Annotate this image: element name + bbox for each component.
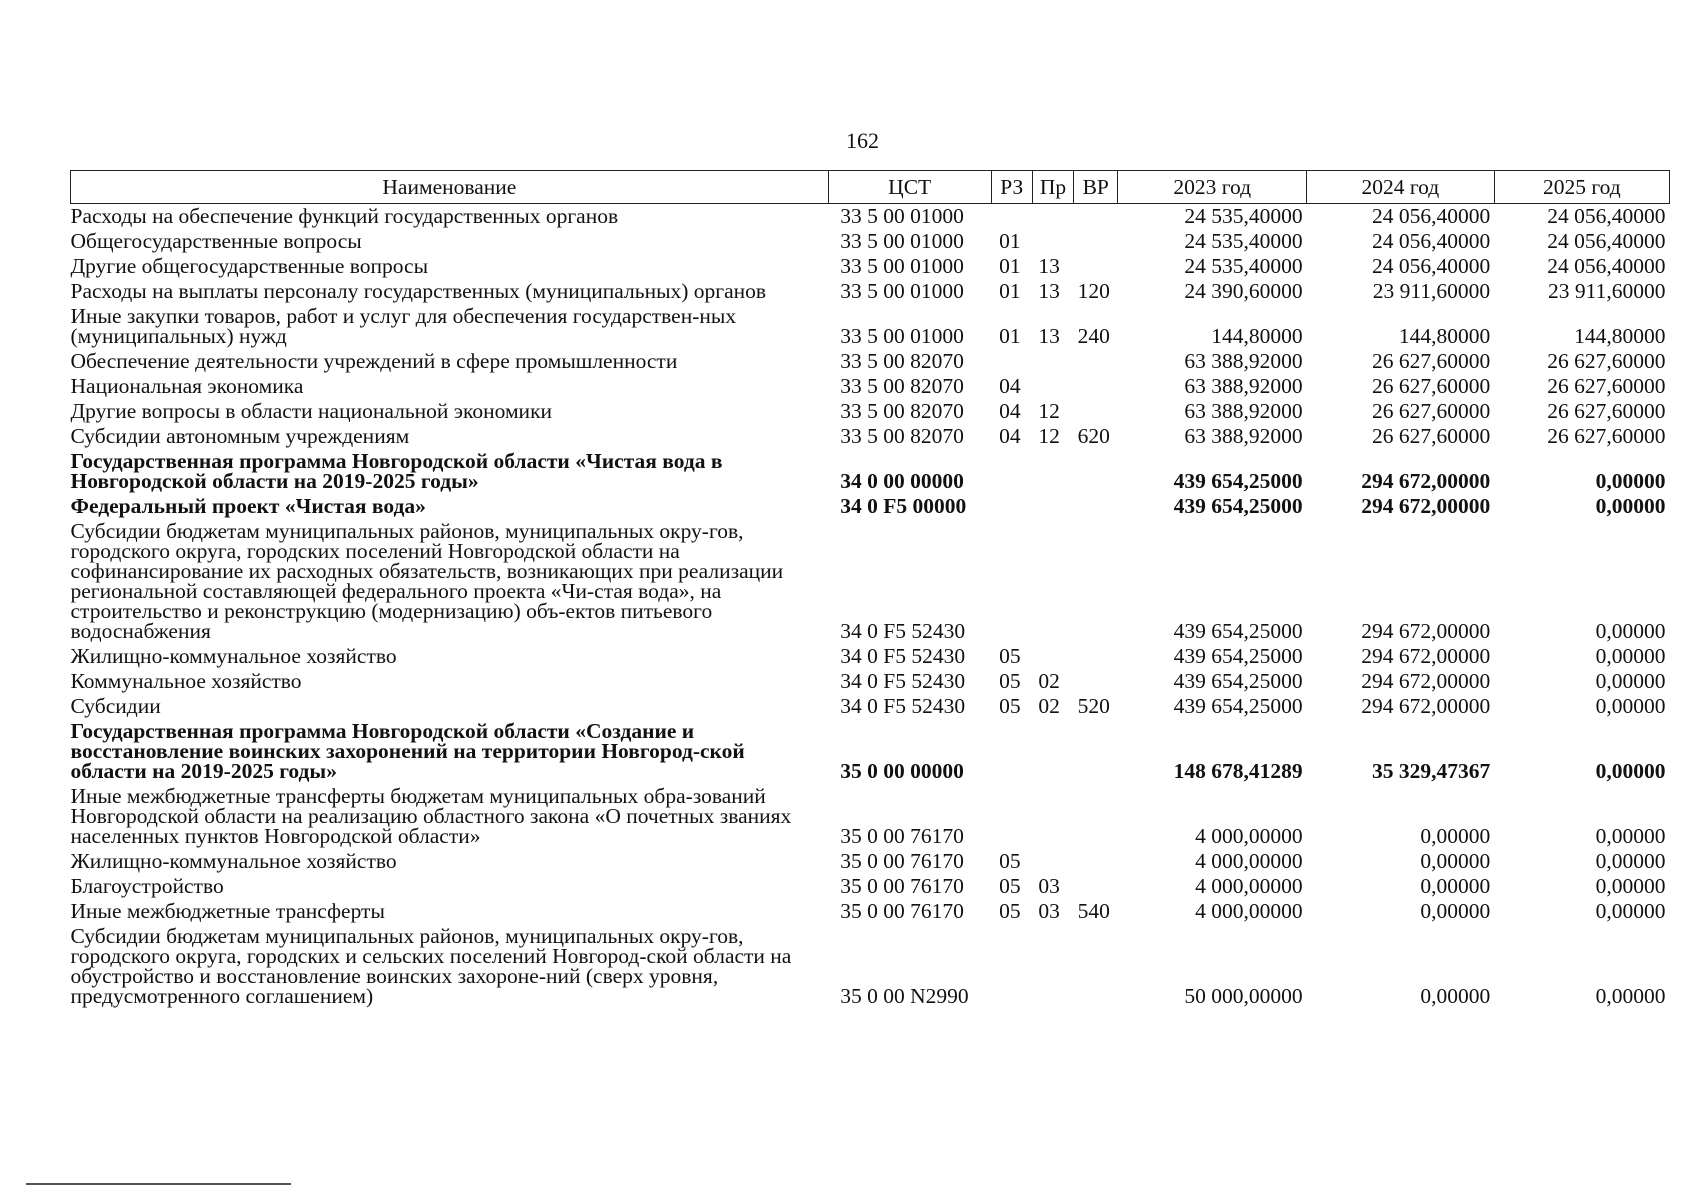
cell-name: Другие общегосударственные вопросы: [70, 254, 429, 278]
table-row: [71, 279, 1670, 304]
budget-table: [70, 170, 1670, 1009]
table-row: [71, 519, 1670, 644]
cell-2024: 294 672,00000: [1361, 619, 1491, 643]
table-row: [71, 424, 1670, 449]
cell-2025: 24 056,40000: [1547, 254, 1666, 278]
cell-2023: 24 390,60000: [1184, 279, 1303, 303]
cell-name: Расходы на обеспечение функций государственных органов: [70, 204, 619, 228]
cell-vr: [1074, 874, 1118, 899]
cell-2025: 26 627,60000: [1547, 374, 1666, 398]
cell-2025: 0,00000: [1595, 849, 1666, 873]
cell-rz: [991, 719, 1032, 784]
cell-vr: [1074, 519, 1118, 644]
cell-2025: 26 627,60000: [1547, 399, 1666, 423]
cell-rz: 01: [999, 279, 1021, 303]
cell-2024: 0,00000: [1420, 849, 1491, 873]
cell-vr: [1074, 349, 1118, 374]
table-row: [71, 254, 1670, 279]
cell-name: Субсидии бюджетам муниципальных районов, муниципальных окру-гов, городского округа, городских поселений Новгородской области на софинансирование их расходных обязательств, возникающих при реализации региональной составляющей федерального проекта «Чи-стая вода», на строительство и реконструкцию (модернизацию) объ-ектов питьевого водоснабжения: [70, 519, 784, 643]
cell-cst: 33 5 00 01000: [840, 279, 964, 303]
cell-pr: 02: [1038, 694, 1060, 718]
cell-cst: 33 5 00 01000: [840, 324, 964, 348]
cell-vr: [1074, 494, 1118, 519]
cell-pr: 03: [1038, 874, 1060, 898]
cell-cst: 35 0 00 76170: [840, 899, 964, 923]
cell-rz: 01: [999, 324, 1021, 348]
cell-2025: 0,00000: [1595, 469, 1666, 493]
cell-cst: 34 0 F5 52430: [840, 669, 966, 693]
cell-2024: 144,80000: [1398, 324, 1491, 348]
cell-pr: [1032, 349, 1073, 374]
table-row: [71, 229, 1670, 254]
cell-vr: [1074, 669, 1118, 694]
cell-name: Государственная программа Новгородской области «Создание и восстановление воинских захоронений на территории Новгород-ской области на 2019-2025 годы»: [70, 719, 745, 783]
cell-2023: 148 678,41289: [1173, 759, 1303, 783]
cell-2025: 0,00000: [1595, 619, 1666, 643]
cell-2023: 63 388,92000: [1184, 399, 1303, 423]
cell-2025: 24 056,40000: [1547, 204, 1666, 228]
cell-name: Иные закупки товаров, работ и услуг для обеспечения государствен-ных (муниципальных) нужд: [70, 304, 737, 348]
cell-cst: 34 0 F5 00000: [840, 494, 967, 518]
table-row: [71, 694, 1670, 719]
cell-rz: [991, 449, 1032, 494]
cell-name: Расходы на выплаты персоналу государственных (муниципальных) органов: [70, 279, 767, 303]
cell-2024: 24 056,40000: [1371, 229, 1491, 253]
cell-2025: 0,00000: [1595, 494, 1666, 518]
cell-vr: [1074, 229, 1118, 254]
cell-2024: 294 672,00000: [1361, 694, 1491, 718]
cell-vr: [1074, 784, 1118, 849]
cell-2024: 26 627,60000: [1371, 374, 1491, 398]
cell-rz: 05: [999, 874, 1021, 898]
table-body: [71, 204, 1670, 1010]
cell-2023: 4 000,00000: [1195, 874, 1303, 898]
cell-pr: 03: [1038, 899, 1060, 923]
cell-2023: 24 535,40000: [1184, 204, 1303, 228]
cell-cst: 33 5 00 82070: [840, 424, 964, 448]
cell-name: Другие вопросы в области национальной экономики: [70, 399, 553, 423]
cell-cst: 34 0 F5 52430: [840, 644, 966, 668]
cell-2025: 144,80000: [1574, 324, 1666, 348]
header-vr: ВР: [1074, 171, 1118, 204]
cell-pr: 02: [1038, 669, 1060, 693]
cell-rz: 05: [999, 849, 1021, 873]
cell-cst: 35 0 00 76170: [840, 874, 964, 898]
cell-pr: 13: [1038, 279, 1060, 303]
cell-cst: 34 0 F5 52430: [840, 694, 966, 718]
cell-2023: 4 000,00000: [1195, 849, 1303, 873]
cell-name: Благоустройство: [70, 874, 224, 898]
cell-name: Национальная экономика: [70, 374, 304, 398]
cell-cst: 34 0 F5 52430: [840, 619, 966, 643]
cell-rz: [991, 924, 1032, 1009]
cell-pr: [1032, 719, 1073, 784]
cell-cst: 34 0 00 00000: [840, 469, 964, 493]
cell-vr: [1074, 449, 1118, 494]
cell-rz: 04: [999, 424, 1021, 448]
cell-pr: 12: [1038, 424, 1060, 448]
cell-2024: 294 672,00000: [1361, 669, 1491, 693]
cell-name: Иные межбюджетные трансферты: [70, 899, 385, 923]
cell-2023: 439 654,25000: [1173, 619, 1303, 643]
cell-name: Коммунальное хозяйство: [70, 669, 302, 693]
cell-name: Федеральный проект «Чистая вода»: [70, 494, 426, 518]
cell-2025: 0,00000: [1595, 824, 1666, 848]
cell-2023: 63 388,92000: [1184, 349, 1303, 373]
cell-rz: 05: [999, 694, 1021, 718]
cell-2025: 0,00000: [1595, 899, 1666, 923]
table-row: [71, 669, 1670, 694]
cell-2025: 24 056,40000: [1547, 229, 1666, 253]
table-row: [71, 784, 1670, 849]
cell-rz: 05: [999, 899, 1021, 923]
cell-2023: 24 535,40000: [1184, 254, 1303, 278]
cell-name: Обеспечение деятельности учреждений в сфере промышленности: [70, 349, 678, 373]
cell-vr: 240: [1077, 324, 1110, 348]
header-rz: РЗ: [991, 171, 1032, 204]
cell-pr: [1032, 924, 1073, 1009]
cell-name: Жилищно-коммунальное хозяйство: [70, 849, 397, 873]
cell-2023: 4 000,00000: [1195, 824, 1303, 848]
cell-2024: 26 627,60000: [1371, 349, 1491, 373]
cell-pr: [1032, 204, 1073, 230]
cell-2024: 0,00000: [1420, 899, 1491, 923]
cell-2024: 294 672,00000: [1361, 469, 1491, 493]
cell-rz: [991, 519, 1032, 644]
cell-cst: 35 0 00 N2990: [840, 984, 969, 1008]
cell-rz: 05: [999, 669, 1021, 693]
table-row: [71, 874, 1670, 899]
cell-pr: [1032, 494, 1073, 519]
table-row: [71, 449, 1670, 494]
cell-cst: 35 0 00 76170: [840, 824, 964, 848]
cell-vr: [1074, 644, 1118, 669]
cell-2023: 50 000,00000: [1184, 984, 1303, 1008]
cell-pr: [1032, 519, 1073, 644]
cell-2023: 63 388,92000: [1184, 424, 1303, 448]
cell-pr: [1032, 229, 1073, 254]
header-2024: 2024 год: [1307, 171, 1495, 204]
header-cst: ЦСТ: [828, 171, 991, 204]
cell-rz: [991, 204, 1032, 230]
cell-2025: 23 911,60000: [1548, 279, 1666, 303]
cell-vr: [1074, 399, 1118, 424]
cell-cst: 33 5 00 82070: [840, 399, 964, 423]
cell-pr: [1032, 644, 1073, 669]
cell-name: Общегосударственные вопросы: [70, 229, 362, 253]
cell-2023: 144,80000: [1211, 324, 1303, 348]
cell-2023: 4 000,00000: [1195, 899, 1303, 923]
table-header-row: [71, 171, 1670, 204]
cell-2025: 0,00000: [1595, 644, 1666, 668]
cell-vr: [1074, 924, 1118, 1009]
cell-vr: [1074, 254, 1118, 279]
header-2025: 2025 год: [1494, 171, 1669, 204]
cell-name: Иные межбюджетные трансферты бюджетам муниципальных обра-зований Новгородской области на реализацию областного закона «О почетных званиях населенных пунктов Новгородской области»: [70, 784, 792, 848]
cell-vr: [1074, 849, 1118, 874]
table-row: [71, 304, 1670, 349]
cell-cst: 33 5 00 82070: [840, 374, 964, 398]
cell-2025: 0,00000: [1595, 984, 1666, 1008]
cell-name: Субсидии автономным учреждениям: [70, 424, 410, 448]
cell-2025: 26 627,60000: [1547, 349, 1666, 373]
cell-cst: 33 5 00 01000: [840, 229, 964, 253]
cell-vr: [1074, 374, 1118, 399]
cell-cst: 33 5 00 01000: [840, 204, 964, 228]
cell-2025: 0,00000: [1595, 669, 1666, 693]
table-row: [71, 719, 1670, 784]
cell-2024: 0,00000: [1420, 874, 1491, 898]
cell-vr: [1074, 719, 1118, 784]
cell-rz: [991, 784, 1032, 849]
cell-cst: 33 5 00 82070: [840, 349, 964, 373]
cell-2023: 439 654,25000: [1173, 494, 1303, 518]
footer-divider: [26, 1183, 291, 1185]
table-row: [71, 204, 1670, 230]
cell-2023: 24 535,40000: [1184, 229, 1303, 253]
cell-2024: 24 056,40000: [1371, 204, 1491, 228]
cell-pr: 12: [1038, 399, 1060, 423]
cell-rz: 01: [999, 254, 1021, 278]
cell-2025: 0,00000: [1595, 874, 1666, 898]
cell-2025: 0,00000: [1595, 694, 1666, 718]
header-pr: Пр: [1032, 171, 1073, 204]
cell-2024: 26 627,60000: [1371, 424, 1491, 448]
cell-2025: 26 627,60000: [1547, 424, 1666, 448]
cell-rz: 01: [999, 229, 1021, 253]
cell-2024: 294 672,00000: [1361, 494, 1491, 518]
cell-2024: 294 672,00000: [1361, 644, 1491, 668]
cell-vr: 620: [1077, 424, 1110, 448]
cell-vr: 540: [1077, 899, 1110, 923]
cell-rz: 04: [999, 374, 1021, 398]
cell-pr: [1032, 849, 1073, 874]
cell-rz: 05: [999, 644, 1021, 668]
cell-2023: 63 388,92000: [1184, 374, 1303, 398]
cell-2024: 26 627,60000: [1371, 399, 1491, 423]
cell-vr: 520: [1077, 694, 1110, 718]
cell-2023: 439 654,25000: [1173, 644, 1303, 668]
header-2023: 2023 год: [1118, 171, 1307, 204]
cell-vr: 120: [1077, 279, 1110, 303]
cell-2024: 24 056,40000: [1371, 254, 1491, 278]
cell-2023: 439 654,25000: [1173, 694, 1303, 718]
cell-2024: 0,00000: [1420, 824, 1491, 848]
cell-rz: 04: [999, 399, 1021, 423]
cell-2025: 0,00000: [1595, 759, 1666, 783]
cell-rz: [991, 349, 1032, 374]
table-row: [71, 349, 1670, 374]
cell-cst: 35 0 00 76170: [840, 849, 964, 873]
cell-name: Государственная программа Новгородской области «Чистая вода в Новгородской области на 2019-2025 годы»: [70, 449, 723, 493]
cell-vr: [1074, 204, 1118, 230]
page-number: 162: [846, 128, 879, 153]
table-row: [71, 849, 1670, 874]
cell-cst: 35 0 00 00000: [840, 759, 964, 783]
table-row: [71, 399, 1670, 424]
cell-2024: 23 911,60000: [1372, 279, 1491, 303]
cell-rz: [991, 494, 1032, 519]
header-name: Наименование: [71, 171, 829, 204]
table-row: [71, 494, 1670, 519]
cell-2024: 35 329,47367: [1371, 759, 1491, 783]
table-row: [71, 899, 1670, 924]
cell-pr: 13: [1038, 324, 1060, 348]
cell-cst: 33 5 00 01000: [840, 254, 964, 278]
table-row: [71, 644, 1670, 669]
table-row: [71, 924, 1670, 1009]
cell-pr: [1032, 784, 1073, 849]
cell-2024: 0,00000: [1420, 984, 1491, 1008]
cell-name: Субсидии: [70, 694, 161, 718]
cell-name: Субсидии бюджетам муниципальных районов, муниципальных окру-гов, городского округа, городских и сельских поселений Новгород-ской области на обустройство и восстановление воинских захороне-ний (сверх уровня, предусмотренного соглашением): [70, 924, 792, 1008]
cell-pr: [1032, 374, 1073, 399]
cell-2023: 439 654,25000: [1173, 669, 1303, 693]
cell-pr: 13: [1038, 254, 1060, 278]
cell-name: Жилищно-коммунальное хозяйство: [70, 644, 397, 668]
cell-pr: [1032, 449, 1073, 494]
cell-2023: 439 654,25000: [1173, 469, 1303, 493]
table-row: [71, 374, 1670, 399]
